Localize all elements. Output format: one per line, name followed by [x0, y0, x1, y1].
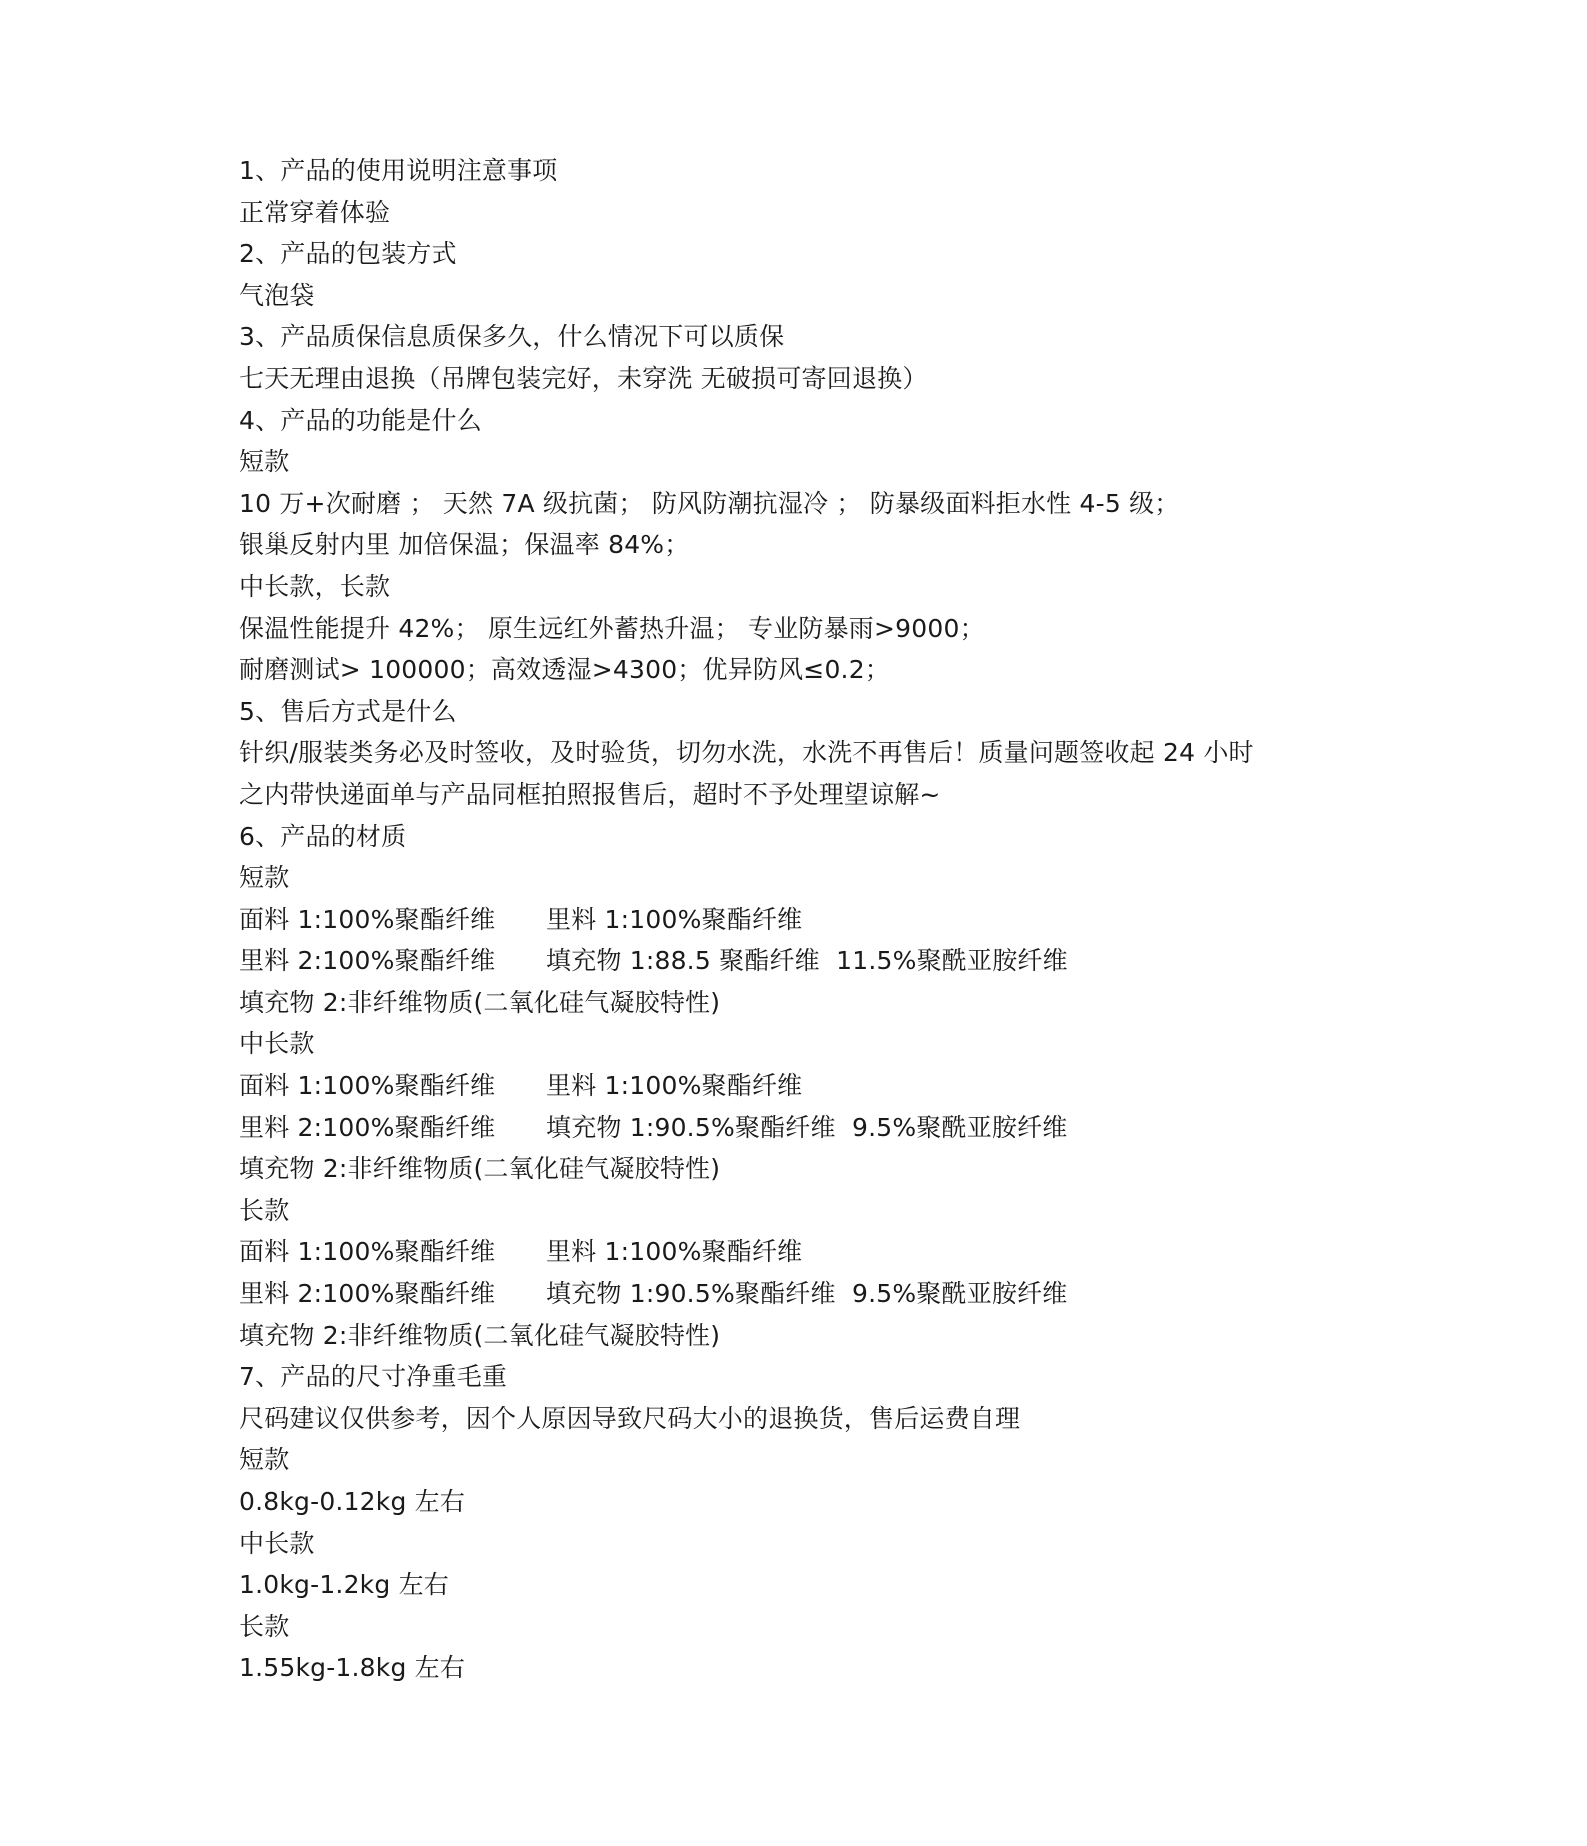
- section-3-heading: 3、产品质保信息质保多久，什么情况下可以质保: [239, 322, 785, 352]
- size-line: 0.8kg-0.12kg 左右: [239, 1487, 466, 1516]
- material-row: [239, 1065, 1419, 1107]
- size-line: 长款: [239, 1611, 290, 1641]
- size-line: 中长款: [239, 1528, 315, 1558]
- section-2-text: 气泡袋: [239, 280, 315, 310]
- material-cell: 里料 1:100%聚酯纤维: [546, 1237, 803, 1267]
- section-4-heading: 4、产品的功能是什么: [239, 405, 482, 435]
- material-row: [239, 1231, 1419, 1273]
- section-1-text: 正常穿着体验: [239, 197, 391, 227]
- material-row: 填充物 2:非纤维物质(二氧化硅气凝胶特性): [239, 1154, 721, 1184]
- section-7-heading: 7、产品的尺寸净重毛重: [239, 1362, 508, 1392]
- material-row: [239, 940, 1419, 982]
- section-1-heading: 1、产品的使用说明注意事项: [239, 156, 558, 185]
- material-cell: 填充物 1:90.5%聚酯纤维 9.5%聚酰亚胺纤维: [546, 1112, 1068, 1142]
- size-line: 短款: [239, 1445, 290, 1475]
- section-4-line: 耐磨测试> 100000；高效透湿>4300；优异防风≤0.2；: [239, 655, 891, 685]
- material-variant-name: 中长款: [239, 1029, 315, 1059]
- material-row: [239, 899, 1419, 941]
- material-cell: 面料 1:100%聚酯纤维: [239, 1071, 496, 1101]
- section-4-line: 短款: [239, 447, 290, 477]
- material-row: 填充物 2:非纤维物质(二氧化硅气凝胶特性): [239, 987, 721, 1017]
- size-note: 尺码建议仅供参考，因个人原因导致尺码大小的退换货，售后运费自理: [239, 1403, 1021, 1433]
- section-4-line: 保温性能提升 42%； 原生远红外蓄热升温； 专业防暴雨>9000；: [239, 613, 985, 643]
- material-variant-name: 短款: [239, 863, 290, 893]
- material-cell: 里料 1:100%聚酯纤维: [546, 1071, 803, 1101]
- material-cell: 面料 1:100%聚酯纤维: [239, 904, 496, 934]
- section-5-line: 针织/服装类务必及时签收，及时验货，切勿水洗，水洗不再售后！质量问题签收起 24 小时: [239, 738, 1254, 768]
- material-cell: 里料 1:100%聚酯纤维: [546, 904, 803, 934]
- section-4-line: 10 万+次耐磨 ； 天然 7A 级抗菌； 防风防潮抗湿冷 ； 防暴级面料拒水性 4-5 级；: [239, 488, 1180, 518]
- material-row: [239, 1107, 1419, 1149]
- section-6-heading: 6、产品的材质: [239, 821, 407, 851]
- material-row: 填充物 2:非纤维物质(二氧化硅气凝胶特性): [239, 1320, 721, 1350]
- material-row: [239, 1273, 1419, 1315]
- material-variant-name: 长款: [239, 1195, 290, 1225]
- material-cell: 里料 2:100%聚酯纤维: [239, 1112, 496, 1142]
- section-5-line: 之内带快递面单与产品同框拍照报售后，超时不予处理望谅解~: [239, 779, 941, 809]
- material-cell: 填充物 1:88.5 聚酯纤维 11.5%聚酰亚胺纤维: [546, 946, 1068, 976]
- document-body: [239, 150, 1419, 1689]
- material-cell: 面料 1:100%聚酯纤维: [239, 1237, 496, 1267]
- section-2-heading: 2、产品的包装方式: [239, 239, 457, 269]
- section-4-line: 中长款，长款: [239, 571, 391, 601]
- material-cell: 填充物 1:90.5%聚酯纤维 9.5%聚酰亚胺纤维: [546, 1279, 1068, 1309]
- material-cell: 里料 2:100%聚酯纤维: [239, 1279, 496, 1309]
- size-line: 1.55kg-1.8kg 左右: [239, 1653, 466, 1683]
- size-line: 1.0kg-1.2kg 左右: [239, 1570, 449, 1600]
- section-3-text: 七天无理由退换（吊牌包装完好，未穿洗 无破损可寄回退换）: [239, 363, 928, 393]
- section-5-heading: 5、售后方式是什么: [239, 696, 457, 726]
- section-4-line: 银巢反射内里 加倍保温；保温率 84%；: [239, 530, 690, 560]
- material-cell: 里料 2:100%聚酯纤维: [239, 946, 496, 976]
